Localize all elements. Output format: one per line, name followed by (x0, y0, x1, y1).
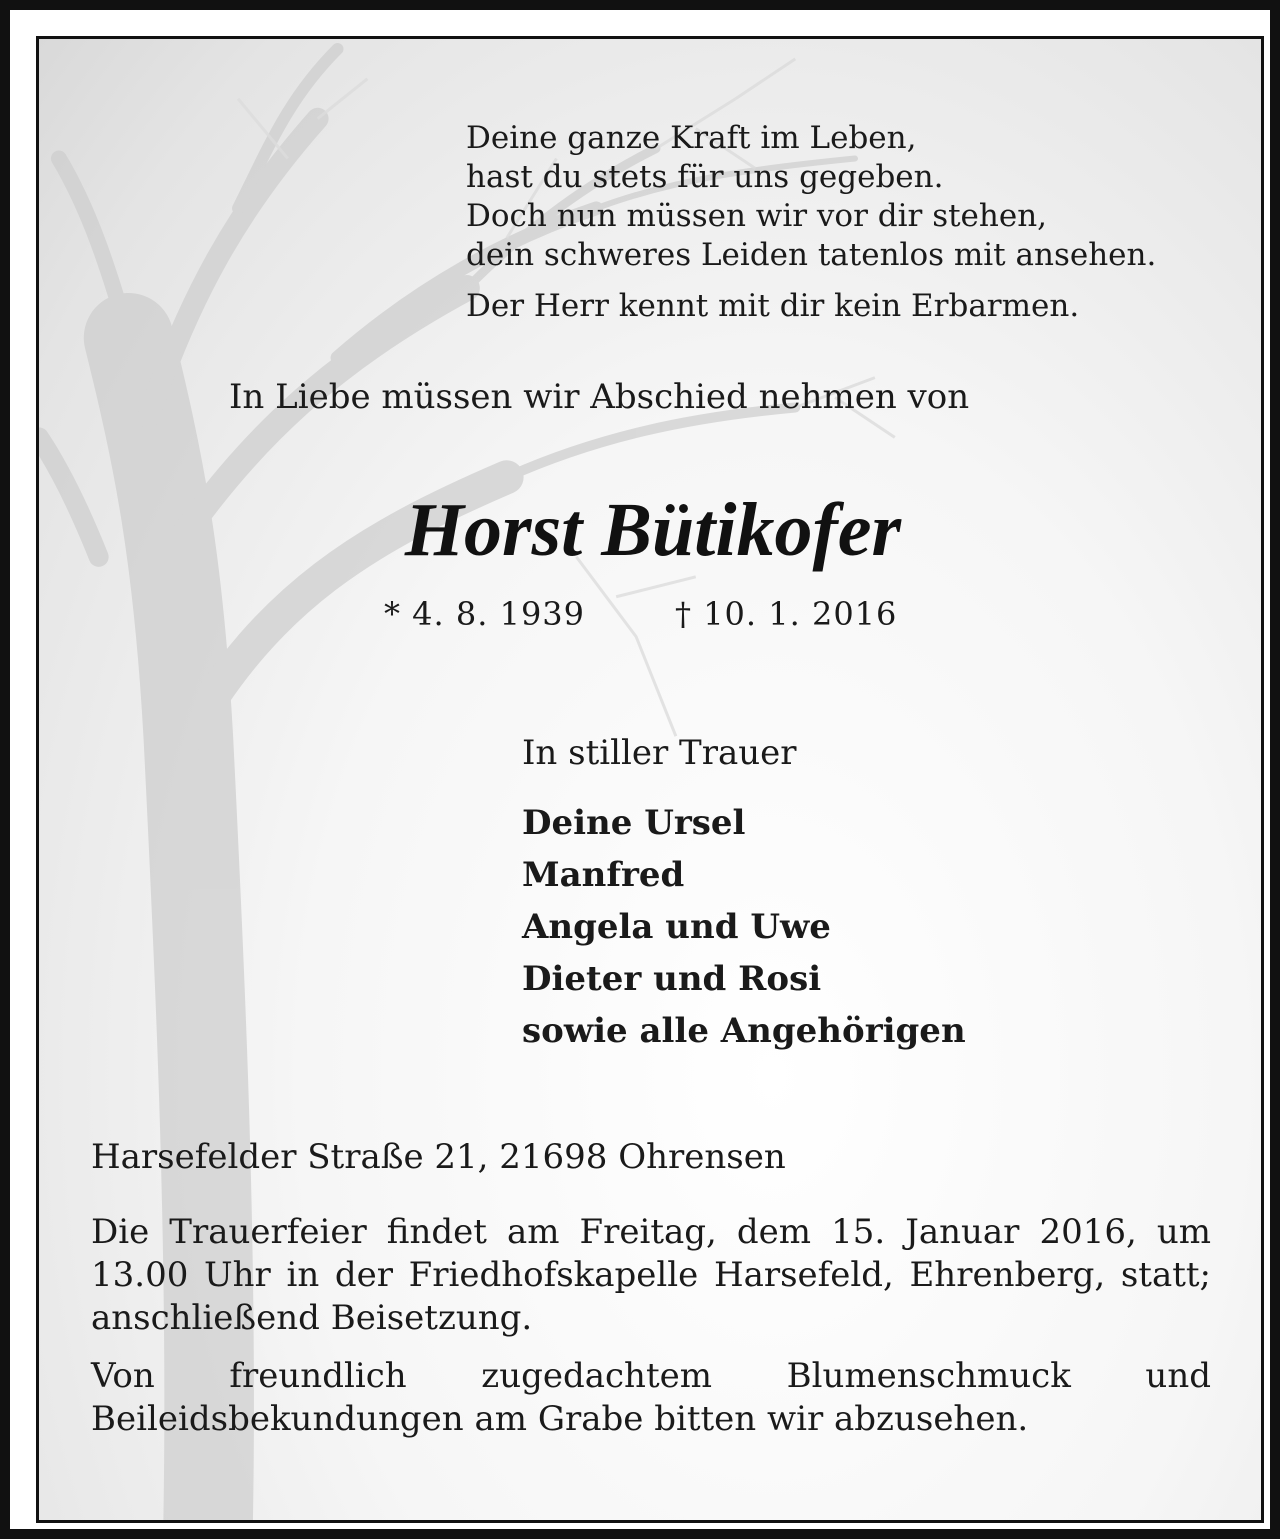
family-member: Manfred (522, 855, 685, 895)
poem-line: hast du stets für uns gegeben. (466, 159, 944, 195)
family-member: Dieter und Rosi (522, 959, 822, 999)
poem (466, 119, 1156, 326)
family-list (522, 797, 966, 1057)
address: Harsefelder Straße 21, 21698 Ohrensen (91, 1137, 786, 1177)
poem-line: Doch nun müssen wir vor dir stehen, (466, 198, 1048, 234)
farewell-intro: In Liebe müssen wir Abschied nehmen von (229, 377, 970, 417)
family-member: Angela und Uwe (522, 907, 831, 947)
inner-frame (36, 36, 1264, 1523)
birth-date: * 4. 8. 1939 (384, 595, 586, 633)
poem-line: Deine ganze Kraft im Leben, (466, 120, 917, 156)
family-member: sowie alle Angehörigen (522, 1011, 966, 1051)
deceased-name: Horst Bütikofer (404, 488, 902, 572)
poem-closing-line: Der Herr kennt mit dir kein Erbarmen. (466, 288, 1080, 324)
poem-line: dein schweres Leiden tatenlos mit ansehen. (466, 237, 1157, 273)
death-date: † 10. 1. 2016 (675, 595, 898, 633)
family-member: Deine Ursel (522, 803, 746, 843)
flowers-notice: Von freundlich zugedachtem Blumenschmuck und Beileidsbekundungen am Grabe bitten wir abzusehen. (91, 1356, 1211, 1439)
life-dates (384, 595, 897, 633)
mourning-label: In stiller Trauer (522, 733, 797, 773)
funeral-notice: Die Trauerfeier findet am Freitag, dem 15. Januar 2016, um 13.00 Uhr in der Friedhofskapelle Harsefeld, Ehrenberg, statt; anschließend Beisetzung. (91, 1212, 1211, 1338)
